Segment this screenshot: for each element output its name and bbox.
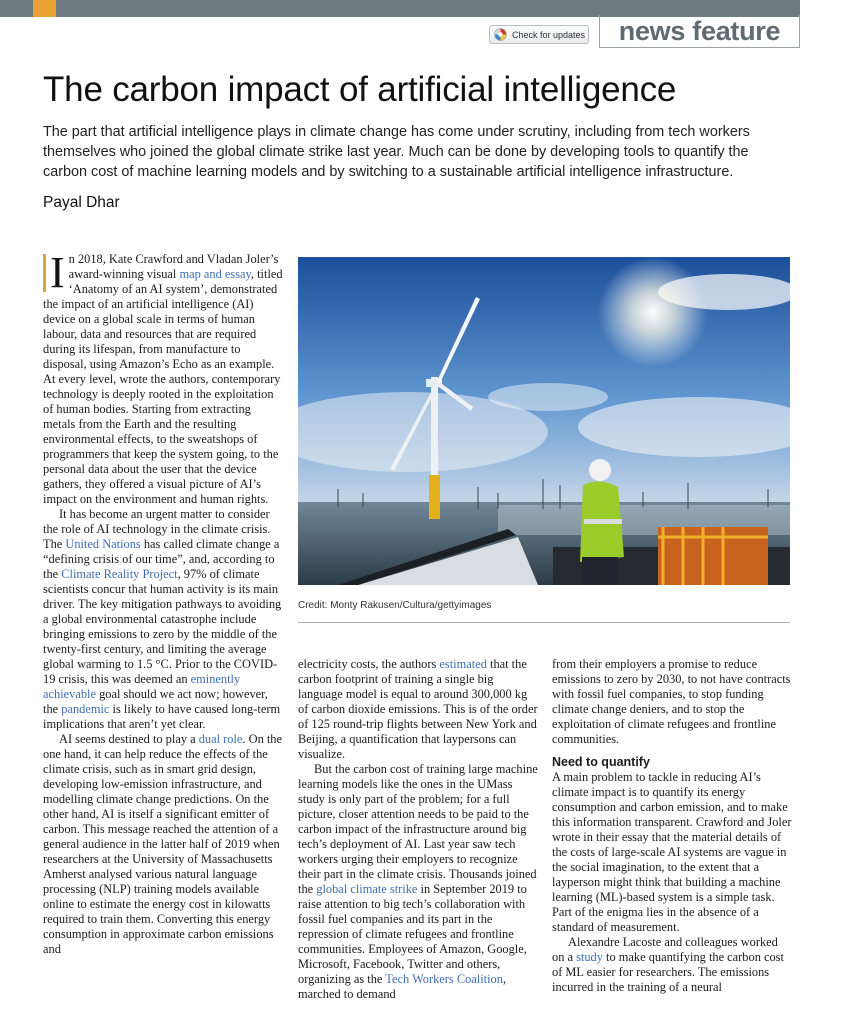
text: electricity costs, the authors — [298, 657, 440, 671]
paragraph — [43, 507, 283, 732]
link-study[interactable]: study — [576, 950, 603, 964]
text: goal should we act now; however, the — [43, 687, 268, 716]
paragraph: A main problem to tackle in reducing AI’s climate impact is to quantify its energy consumption and carbon emission, and to make this information transparent. Crawford and Joler wrote in their essay that the material details of the costs of large-scale AI systems are vague in the social imagination, to the extent that a layperson might think that building a machine learning (ML)-based system is a simple task. Part of the enigma lies in the absence of a standard of measurement. — [552, 770, 792, 934]
text: Alexandre Lacoste and colleagues worked on a — [552, 935, 778, 964]
paragraph — [43, 732, 283, 957]
paragraph — [298, 762, 538, 1002]
text: , titled ‘Anatomy of an AI system’, demonstrated the impact of an artificial intelligence (AI) device on a global scale in terms of human labour, data and resources that are required during its lifespan, from manufacture to disposal, using Amazon’s Echo as an example. At every level, wrote the authors, contemporary technology is deeply rooted in the exploitation of human bodies. Starting from extracting metals from the Earth and the resulting environmental effects, to the sweatshops of programmers that keep the system going, to the personal data about the user that the device gathers, they offered a visual picture of AI’s impact on the environment and human rights. — [43, 267, 283, 506]
text: It has become an urgent matter to consider the role of AI technology in the climate crisis. The — [43, 507, 271, 551]
article-photo — [298, 257, 790, 585]
caption-divider — [298, 622, 790, 623]
link-tech-workers-coalition[interactable]: Tech Workers Coalition — [385, 972, 503, 986]
text: But the carbon cost of training large machine learning models like the ones in the UMass study is only part of the problem; for a full picture, closer attention needs to be paid to the carbon impact of the infrastructure around big tech’s deployment of AI. Last year saw tech workers urging their employers to recognize their part in the climate crisis. Thousands joined the — [298, 762, 538, 896]
text: is likely to have caused long-term implications that aren’t yet clear. — [43, 702, 281, 731]
text: in September 2019 to raise attention to big tech’s collaboration with fossil fuel companies and its part in the repression of climate refugees and frontline communities. Employees of Amazon, Google, Microsoft, Facebook, Twitter and others, organizing as the — [298, 882, 527, 986]
article-title: The carbon impact of artificial intelligence — [43, 70, 677, 109]
text: , marched to demand — [298, 972, 507, 1001]
paragraph — [298, 657, 538, 762]
text: n 2018, Kate Crawford and Vladan Joler’s award-winning visual — [68, 252, 279, 281]
text: that the carbon footprint of training a single big language model is equal to around 300,000 kg of carbon dioxide emissions. This is of the order of 125 round-trip flights between New York and Beijing, a quantification that laypersons can visualize. — [298, 657, 538, 761]
paragraph: from their employers a promise to reduce emissions to zero by 2030, to not have contracts with fossil fuel companies, to stop funding climate change deniers, and to stop the exploitation of climate refugees and frontline communities. — [552, 657, 791, 746]
section-heading: Need to quantify — [552, 755, 650, 769]
link-eminently-achievable[interactable]: eminently achievable — [43, 672, 241, 701]
link-pandemic[interactable]: pandemic — [61, 702, 110, 716]
text: to make quantifying the carbon cost of ML easier for researchers. The emissions incurred in the training of a neural — [552, 950, 784, 994]
link-united-nations[interactable]: United Nations — [65, 537, 141, 551]
link-global-climate-strike[interactable]: global climate strike — [316, 882, 418, 896]
text: , 97% of climate scientists concur that human activity is its main driver. The key mitigation pathways to avoiding a global environmental catastrophe include bringing emissions to zero by the middle of the twenty-first century, and limiting the average global warming to 1.5 °C. Prior to the COVID-19 crisis, this was deemed an — [43, 567, 282, 686]
wind-turbine-photo — [298, 257, 790, 585]
link-map-and-essay[interactable]: map and essay — [179, 267, 251, 281]
column-2 — [298, 657, 538, 1002]
figure-caption: Credit: Monty Rakusen/Cultura/gettyimages — [298, 600, 492, 611]
dropcap: I — [43, 254, 69, 292]
check-for-updates-button[interactable] — [489, 25, 589, 44]
column-3 — [552, 657, 792, 995]
accent-tab — [33, 0, 56, 17]
article-standfirst: The part that artificial intelligence plays in climate change has come under scrutiny, including from tech workers themselves who joined the global climate strike last year. Much can be done by developing tools to quantify the carbon cost of machine learning models and by switching to a sustainable artificial intelligence infrastructure. — [43, 124, 750, 180]
column-1 — [43, 248, 283, 957]
text: . On the one hand, it can help reduce the effects of the climate crisis, such as in smart grid design, developing low-emission infrastructure, and modelling climate change predictions. On the other hand, AI is itself a significant emitter of carbon. This message reached the attention of a general audience in the latter half of 2019 when researchers at the University of Massachusetts Amherst analysed various natural language processing (NLP) training models available online to estimate the energy cost in kilowatts required to train them. Converting this energy consumption in approximate carbon emissions and — [43, 732, 282, 956]
crossmark-icon — [494, 28, 507, 41]
text: has called climate change a “defining crisis of our time”, and, according to the — [43, 537, 280, 581]
link-dual-role[interactable]: dual role — [198, 732, 243, 746]
link-climate-reality-project[interactable]: Climate Reality Project — [61, 567, 178, 581]
paragraph — [43, 248, 283, 507]
author-byline: Payal Dhar — [43, 194, 120, 211]
check-for-updates-label: Check for updates — [512, 29, 586, 40]
text: AI seems destined to play a — [59, 732, 199, 746]
link-estimated[interactable]: estimated — [439, 657, 487, 671]
section-label: news feature — [599, 15, 800, 48]
paragraph — [552, 935, 792, 995]
